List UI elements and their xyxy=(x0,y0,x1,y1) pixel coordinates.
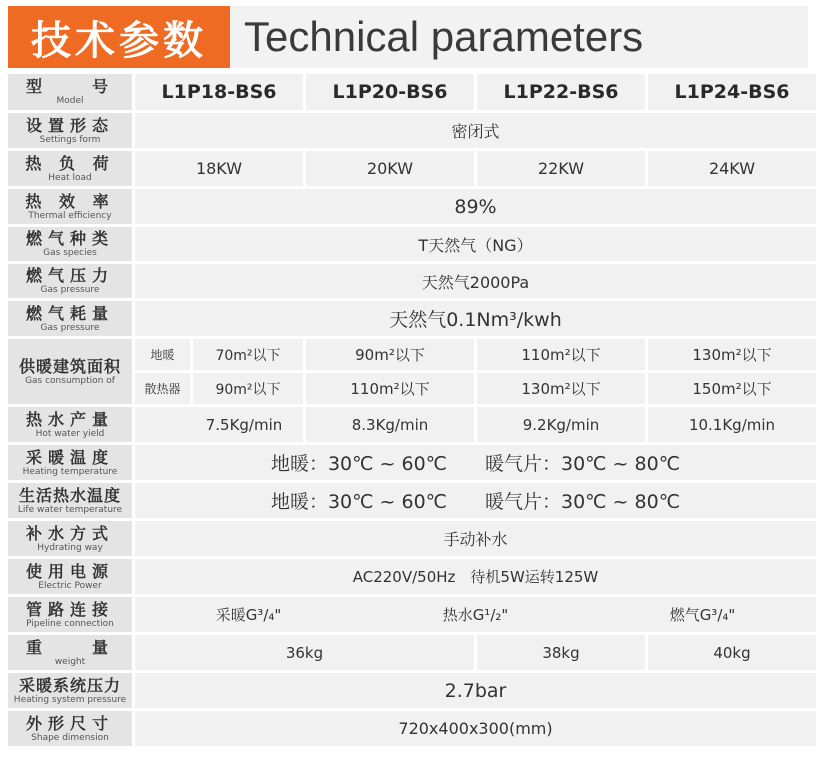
area-floor-1 xyxy=(135,339,303,370)
area-radiator-1 xyxy=(135,373,303,404)
label-gas-species: 燃气种类 Gas species xyxy=(8,227,132,261)
label-efficiency: 热 效 率 Thermal efficiency xyxy=(8,189,132,224)
hot-water-2: 8.3Kg/min xyxy=(306,407,474,442)
model-3: L1P22-BS6 xyxy=(477,74,645,110)
model-1: L1P18-BS6 xyxy=(135,74,303,110)
radiator-area-2: 110m²以下 xyxy=(306,373,474,404)
radiator-area-3: 130m²以下 xyxy=(477,373,645,404)
label-pipeline: 管路连接 Pipeline connection xyxy=(8,597,132,632)
area-col-3 xyxy=(477,339,645,404)
floor-area-4: 130m²以下 xyxy=(648,339,816,370)
pipeline-heating: 采暖G³/₄" xyxy=(215,606,282,624)
power-value: AC220V/50Hz 待机5W运转125W xyxy=(135,559,816,594)
heat-load-4: 24KW xyxy=(648,151,816,186)
settings-value: 密闭式 xyxy=(135,113,816,148)
hot-water-4: 10.1Kg/min xyxy=(648,407,816,442)
floor-label: 地暖 xyxy=(135,339,190,370)
label-life-water-temp: 生活热水温度 Life water temperature xyxy=(8,483,132,518)
heating-temp-value: 地暖：30℃ ~ 60℃ 暖气片：30℃ ~ 80℃ xyxy=(135,445,816,480)
floor-area-3: 110m²以下 xyxy=(477,339,645,370)
label-gas-pressure: 燃气压力 Gas pressure xyxy=(8,264,132,298)
label-model: 型 号 Model xyxy=(8,74,132,110)
dimension-value: 720x400x300(mm) xyxy=(135,711,816,746)
title-zh: 技术参数 xyxy=(8,6,230,68)
heat-load-1: 18KW xyxy=(135,151,303,186)
weight-1: 36kg xyxy=(135,635,474,670)
radiator-area-4: 150m²以下 xyxy=(648,373,816,404)
title-en: Technical parameters xyxy=(244,13,644,60)
label-heat-load: 热 负 荷 Heat load xyxy=(8,151,132,186)
weight-2: 38kg xyxy=(477,635,645,670)
gas-consumption-value: 天然气0.1Nm³/kwh xyxy=(135,301,816,336)
efficiency-value: 89% xyxy=(135,189,816,224)
gas-pressure-value: 天然气2000Pa xyxy=(135,264,816,298)
label-system-pressure: 采暖系统压力 Heating system pressure xyxy=(8,673,132,708)
label-hydrating: 补水方式 Hydrating way xyxy=(8,521,132,556)
area-col-2 xyxy=(306,339,474,404)
label-heating-area: 供暖建筑面积 Gas consumption of xyxy=(8,339,132,404)
hot-water-1: 7.5Kg/min xyxy=(135,407,303,442)
floor-area-2: 90m²以下 xyxy=(306,339,474,370)
spec-table xyxy=(8,74,806,746)
life-water-temp-value: 地暖：30℃ ~ 60℃ 暖气片：30℃ ~ 80℃ xyxy=(135,483,816,518)
gas-species-value: T天然气（NG） xyxy=(135,227,816,261)
system-pressure-value: 2.7bar xyxy=(135,673,816,708)
area-col-1 xyxy=(135,339,303,404)
heating-area-grid xyxy=(135,339,816,404)
area-col-4 xyxy=(648,339,816,404)
model-4: L1P24-BS6 xyxy=(648,74,816,110)
label-heating-temp: 采暖温度 Heating temperature xyxy=(8,445,132,480)
pipeline-gas: 燃气G³/₄" xyxy=(669,606,736,624)
pipeline-values xyxy=(135,597,816,632)
radiator-label: 散热器 xyxy=(135,373,190,404)
floor-area-1: 70m²以下 xyxy=(193,339,303,370)
header xyxy=(0,0,816,70)
radiator-area-1: 90m²以下 xyxy=(193,373,303,404)
model-2: L1P20-BS6 xyxy=(306,74,474,110)
label-gas-consumption: 燃气耗量 Gas pressure xyxy=(8,301,132,336)
heat-load-2: 20KW xyxy=(306,151,474,186)
label-power: 使用电源 Electric Power xyxy=(8,559,132,594)
label-dimension: 外形尺寸 Shape dimension xyxy=(8,711,132,746)
label-weight: 重 量 weight xyxy=(8,635,132,670)
heat-load-3: 22KW xyxy=(477,151,645,186)
label-hot-water: 热水产量 Hot water yield xyxy=(8,407,132,442)
label-settings: 设置形态 Settings form xyxy=(8,113,132,148)
hydrating-value: 手动补水 xyxy=(135,521,816,556)
pipeline-hot-water: 热水G¹/₂" xyxy=(442,606,509,624)
hot-water-3: 9.2Kg/min xyxy=(477,407,645,442)
weight-3: 40kg xyxy=(648,635,816,670)
